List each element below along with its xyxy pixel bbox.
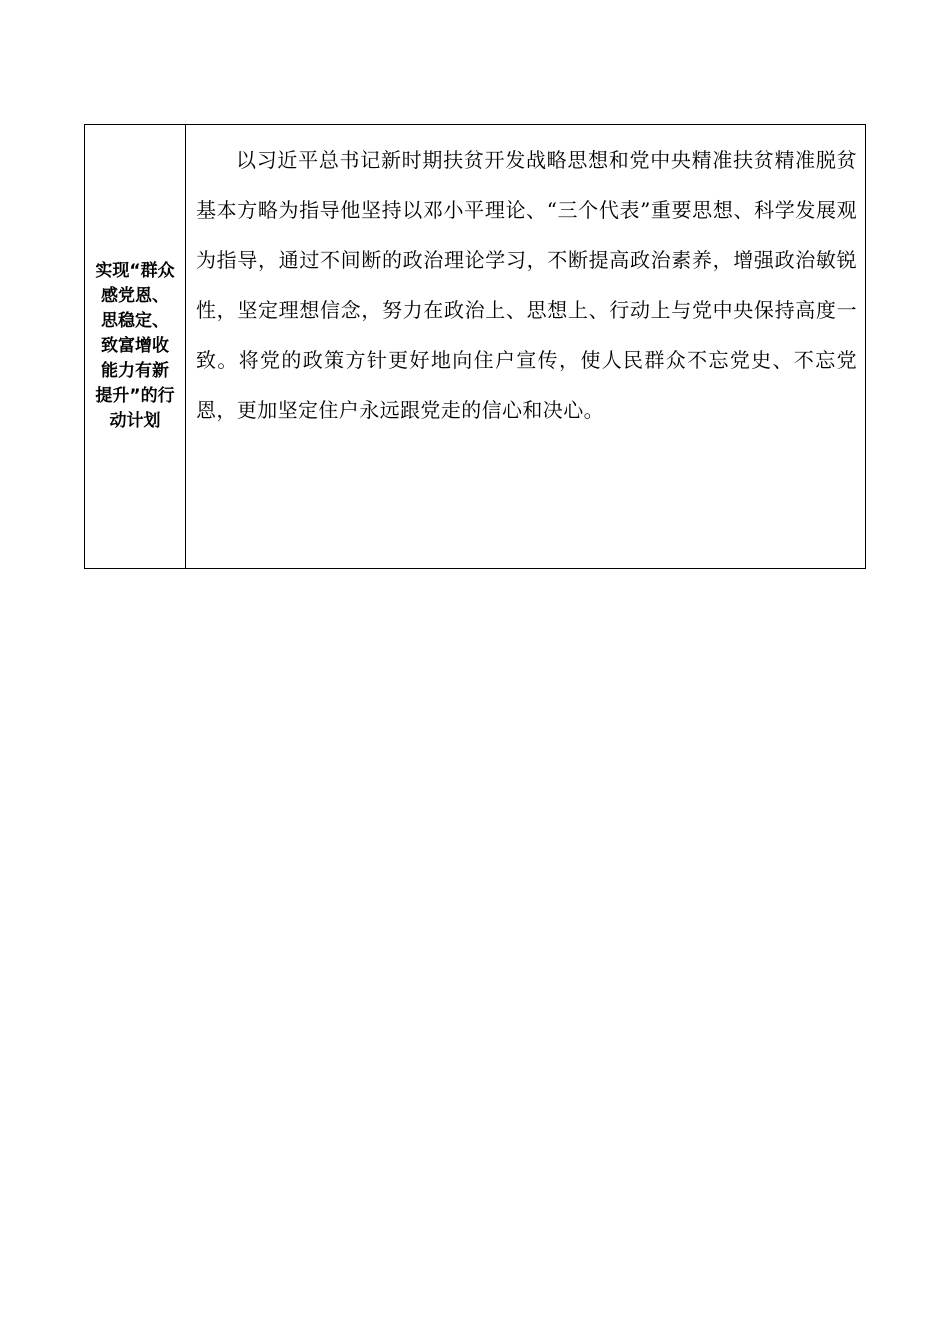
row-content-cell <box>186 125 866 569</box>
table-row <box>85 125 866 569</box>
row-label: 实现“群众感党恩、思稳定、致富增收能力有新提升”的行动计划 <box>95 261 175 431</box>
row-content-paragraph: 以习近平总书记新时期扶贫开发战略思想和党中央精准扶贫精准脱贫基本方略为指导他坚持以邓小平理论、“三个代表”重要思想、科学发展观为指导，通过不间断的政治理论学习，不断提高政治素养，增强政治敏锐性，坚定理想信念，努力在政治上、思想上、行动上与党中央保持高度一致。将党的政策方针更好地向住户宣传，使人民群众不忘党史、不忘党恩，更加坚定住户永远跟党走的信心和决心。 <box>196 148 857 422</box>
action-plan-table <box>84 124 866 569</box>
row-label-cell <box>85 125 186 569</box>
